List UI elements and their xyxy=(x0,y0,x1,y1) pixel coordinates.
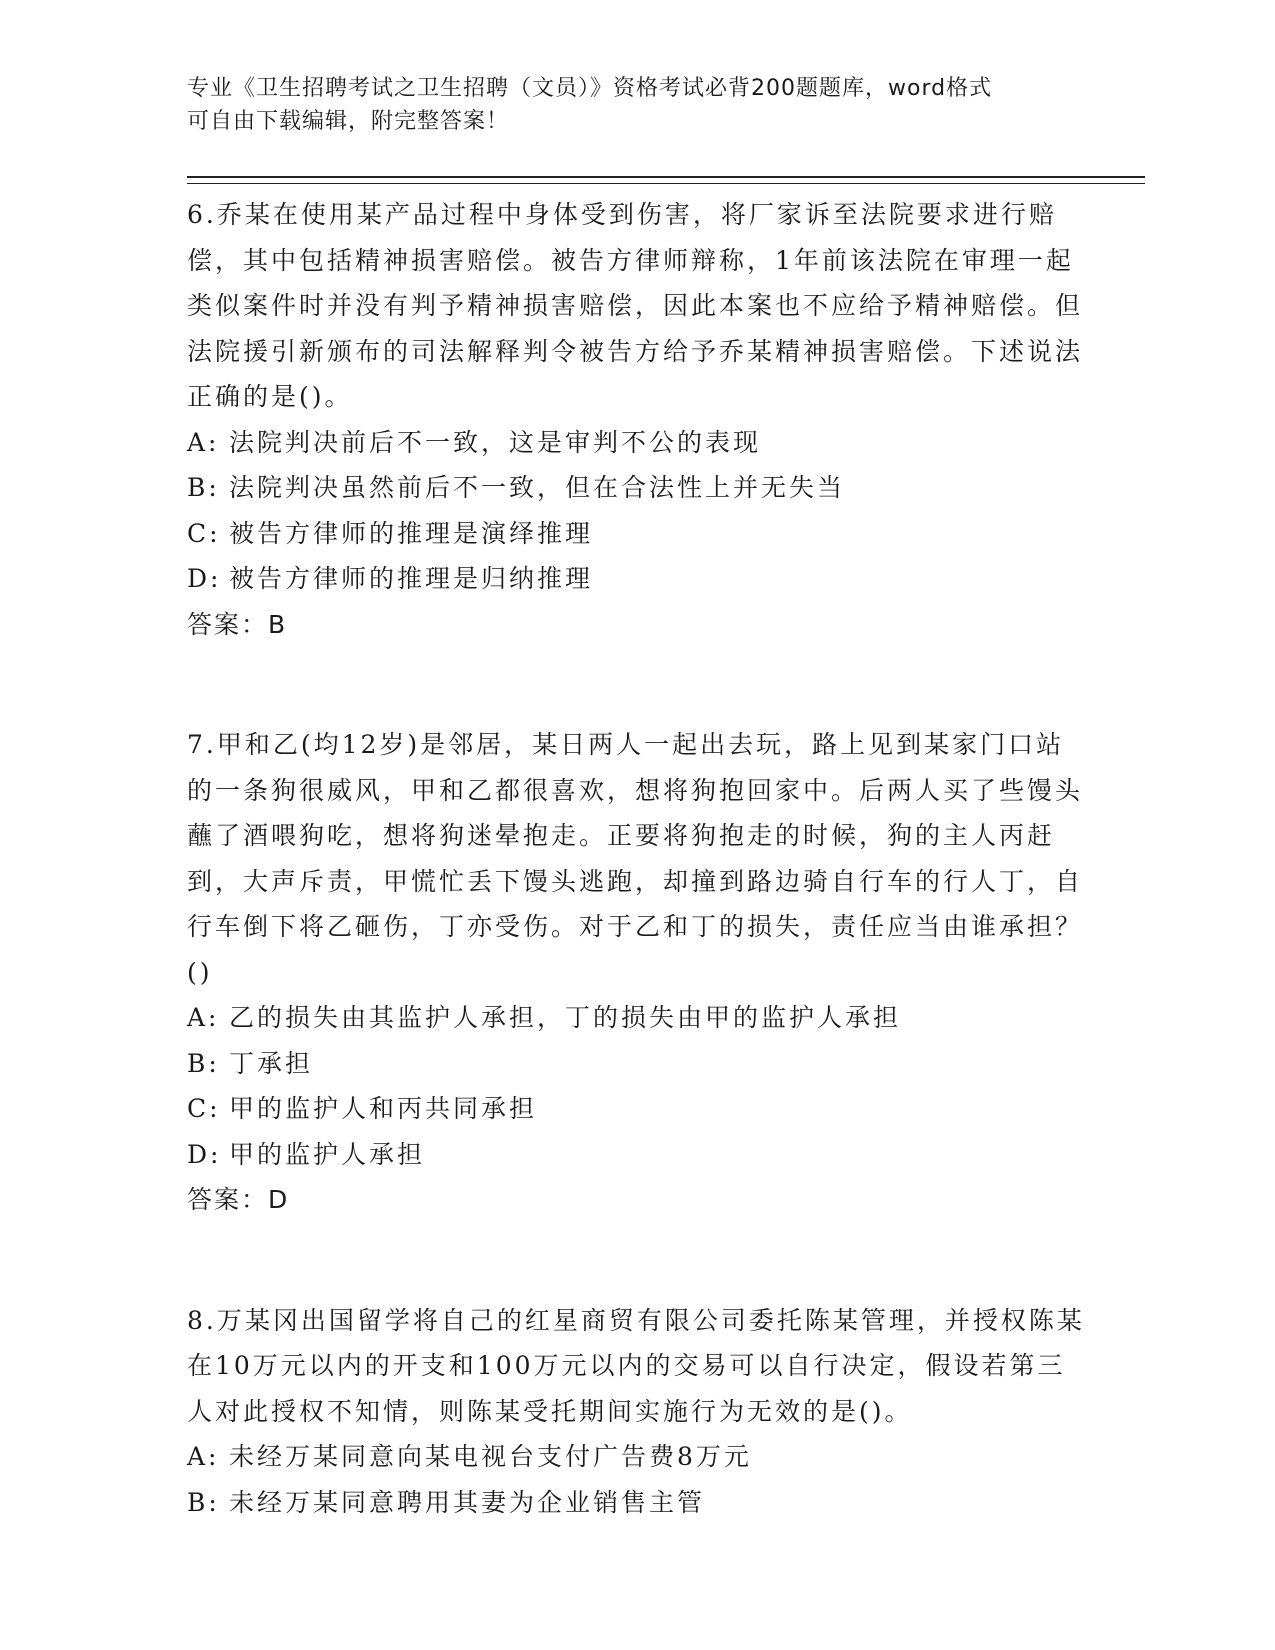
option-key: A: xyxy=(187,1003,220,1032)
option-d xyxy=(187,556,1087,602)
option-d xyxy=(187,1132,1087,1178)
question-8 xyxy=(187,1292,1087,1526)
option-text: 未经万某同意聘用其妻为企业销售主管 xyxy=(229,1487,706,1517)
question-stem: 6.乔某在使用某产品过程中身体受到伤害，将厂家诉至法院要求进行赔偿，其中包括精神损害赔偿。被告方律师辩称，1年前该法院在审理一起类似案件时并没有判予精神损害赔偿，因此本案也不应给予精神赔偿。但法院援引新颁布的司法解释判令被告方给予乔某精神损害赔偿。下述说法正确的是()。 xyxy=(187,200,1084,411)
option-text: 乙的损失由其监护人承担，丁的损失由甲的监护人承担 xyxy=(229,1003,902,1032)
option-text: 法院判决前后不一致，这是审判不公的表现 xyxy=(229,427,762,457)
question-spacer xyxy=(187,647,1087,716)
answer-line: 答案：D xyxy=(187,1185,290,1214)
document-header xyxy=(187,72,1087,138)
option-key: A: xyxy=(187,427,220,457)
question-6 xyxy=(187,186,1087,647)
option-key: A: xyxy=(187,1442,220,1471)
option-c xyxy=(187,1086,1087,1132)
question-stem: 7.甲和乙(均12岁)是邻居，某日两人一起出去玩，路上见到某家门口站的一条狗很威风，甲和乙都很喜欢，想将狗抱回家中。后两人买了些馒头蘸了酒喂狗吃，想将狗迷晕抱走。正要将狗抱走的时候，狗的主人丙赶到，大声斥责，甲慌忙丢下馒头逃跑，却撞到路边骑自行车的行人丁，自行车倒下将乙砸伤，丁亦受伤。对于乙和丁的损失，责任应当由谁承担？() xyxy=(187,730,1084,987)
header-title-line-1: 专业《卫生招聘考试之卫生招聘（文员）》资格考试必背200题题库，word格式 xyxy=(187,76,993,101)
option-key: B: xyxy=(187,1487,220,1517)
option-a xyxy=(187,1434,1087,1480)
question-spacer xyxy=(187,1223,1087,1292)
option-key: C: xyxy=(187,1094,221,1123)
header-title-line-2: 可自由下载编辑，附完整答案！ xyxy=(187,109,510,134)
option-key: B: xyxy=(187,1048,220,1078)
option-b xyxy=(187,465,1087,511)
option-key: D: xyxy=(187,1139,222,1169)
option-text: 甲的监护人和丙共同承担 xyxy=(229,1094,538,1123)
option-text: 法院判决虽然前后不一致，但在合法性上并无失当 xyxy=(229,473,846,502)
option-text: 被告方律师的推理是演绎推理 xyxy=(229,518,594,548)
option-key: B: xyxy=(187,473,220,502)
option-list xyxy=(187,995,1087,1177)
question-7 xyxy=(187,716,1087,1223)
option-list xyxy=(187,1434,1087,1525)
option-text: 丁承担 xyxy=(229,1048,314,1078)
option-key: D: xyxy=(187,564,222,593)
option-list xyxy=(187,420,1087,602)
option-text: 未经万某同意向某电视台支付广告费8万元 xyxy=(229,1442,752,1471)
option-text: 被告方律师的推理是归纳推理 xyxy=(229,564,594,593)
option-key: C: xyxy=(187,518,221,548)
option-b xyxy=(187,1480,1087,1526)
question-list xyxy=(187,186,1087,1525)
option-a xyxy=(187,995,1087,1041)
question-stem: 8.万某冈出国留学将自己的红星商贸有限公司委托陈某管理，并授权陈某在10万元以内的开支和100万元以内的交易可以自行决定，假设若第三人对此授权不知情，则陈某受托期间实施行为无效的是()。 xyxy=(187,1305,1085,1426)
option-b xyxy=(187,1041,1087,1087)
option-c xyxy=(187,511,1087,557)
answer-line: 答案：B xyxy=(187,609,288,639)
option-text: 甲的监护人承担 xyxy=(229,1139,426,1169)
header-divider xyxy=(187,176,1145,184)
option-a xyxy=(187,420,1087,466)
